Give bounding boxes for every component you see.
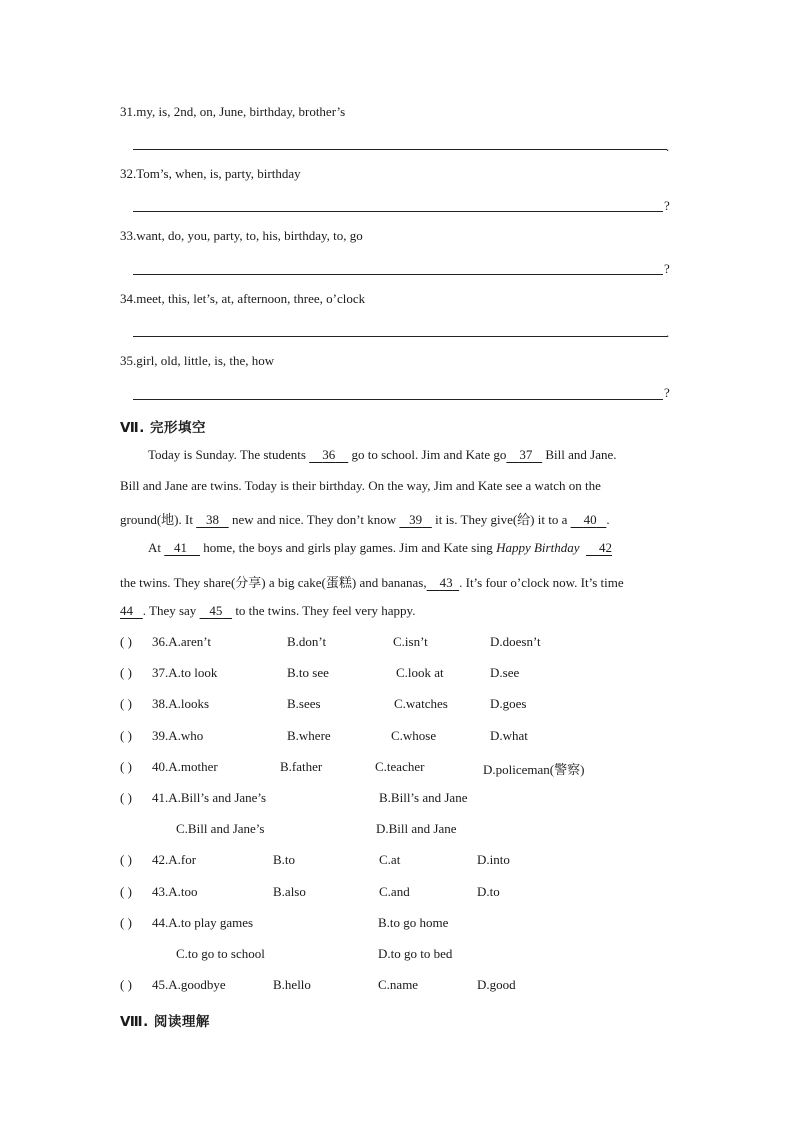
- answer-paren-42[interactable]: ( ): [120, 852, 132, 867]
- choice-45-d[interactable]: D.good: [477, 977, 516, 992]
- choice-43-a[interactable]: 43.A.too: [152, 884, 198, 899]
- choice-44-a[interactable]: 44.A.to play games: [152, 915, 254, 930]
- choice-40-d[interactable]: D.policeman(警察): [483, 762, 585, 777]
- choice-42-d[interactable]: D.into: [477, 852, 510, 867]
- choice-41-c[interactable]: C.Bill and Jane’s: [176, 821, 265, 836]
- choice-36-c[interactable]: C.isn’t: [393, 634, 428, 649]
- answer-paren-43[interactable]: ( ): [120, 884, 132, 899]
- choice-43-c[interactable]: C.and: [379, 884, 410, 899]
- choice-37-c[interactable]: C.look at: [396, 665, 444, 680]
- blank-36: 36: [322, 447, 336, 462]
- answer-paren-36[interactable]: ( ): [120, 634, 132, 649]
- choice-39-b[interactable]: B.where: [287, 728, 331, 743]
- answer-end-35: ?: [664, 385, 670, 400]
- blank-40: 40: [583, 512, 597, 527]
- answer-paren-44[interactable]: ( ): [120, 915, 132, 930]
- choice-45-a[interactable]: 45.A.goodbye: [152, 977, 226, 992]
- answer-line-32[interactable]: [133, 211, 663, 212]
- question-35: 35.girl, old, little, is, the, how: [120, 353, 275, 368]
- answer-paren-39[interactable]: ( ): [120, 728, 132, 743]
- choice-43-d[interactable]: D.to: [477, 884, 500, 899]
- choice-38-d[interactable]: D.goes: [490, 696, 527, 711]
- answer-end-32: ?: [664, 198, 670, 213]
- choice-43-b[interactable]: B.also: [273, 884, 306, 899]
- answer-end-31: .: [666, 139, 670, 154]
- choice-42-b[interactable]: B.to: [273, 852, 296, 867]
- question-34: 34.meet, this, let’s, at, afternoon, three, o’clock: [120, 291, 366, 306]
- choice-37-d[interactable]: D.see: [490, 665, 520, 680]
- blank-44: 44: [120, 603, 133, 618]
- choice-36-a[interactable]: 36.A.aren’t: [152, 634, 211, 649]
- choice-44-b[interactable]: B.to go home: [378, 915, 449, 930]
- choice-44-d[interactable]: D.to go to bed: [378, 946, 453, 961]
- choice-40-c[interactable]: C.teacher: [375, 759, 425, 774]
- answer-paren-37[interactable]: ( ): [120, 665, 132, 680]
- answer-line-35[interactable]: [133, 399, 663, 400]
- answer-line-34[interactable]: [133, 336, 667, 337]
- choice-45-b[interactable]: B.hello: [273, 977, 311, 992]
- passage-line-5: the twins. They share(分享) a big cake(蛋糕) and bananas, 43 . It’s four o’clock now. It’s time: [120, 575, 624, 590]
- question-32: 32.Tom’s, when, is, party, birthday: [120, 166, 301, 181]
- choice-40-b[interactable]: B.father: [280, 759, 323, 774]
- choice-38-c[interactable]: C.watches: [394, 696, 448, 711]
- blank-39: 39: [409, 512, 423, 527]
- choice-37-b[interactable]: B.to see: [287, 665, 329, 680]
- choice-41-a[interactable]: 41.A.Bill’s and Jane’s: [152, 790, 267, 805]
- choice-38-b[interactable]: B.sees: [287, 696, 321, 711]
- answer-end-33: ?: [664, 261, 670, 276]
- passage-line-4: At 41 home, the boys and girls play games. Jim and Kate sing Happy Birthday 42: [148, 540, 612, 555]
- choice-41-b[interactable]: B.Bill’s and Jane: [379, 790, 468, 805]
- choice-40-a[interactable]: 40.A.mother: [152, 759, 218, 774]
- blank-45: 45: [209, 603, 223, 618]
- question-33: 33.want, do, you, party, to, his, birthday, to, go: [120, 228, 363, 243]
- blank-37: 37: [519, 447, 533, 462]
- answer-line-31[interactable]: [133, 149, 667, 150]
- answer-paren-45[interactable]: ( ): [120, 977, 132, 992]
- choice-38-a[interactable]: 38.A.looks: [152, 696, 210, 711]
- choice-42-c[interactable]: C.at: [379, 852, 401, 867]
- blank-43: 43: [439, 575, 453, 590]
- choice-36-b[interactable]: B.don’t: [287, 634, 327, 649]
- song-title: Happy Birthday: [496, 540, 580, 555]
- choice-42-a[interactable]: 42.A.for: [152, 852, 197, 867]
- choice-39-a[interactable]: 39.A.who: [152, 728, 204, 743]
- answer-paren-38[interactable]: ( ): [120, 696, 132, 711]
- answer-paren-41[interactable]: ( ): [120, 790, 132, 805]
- choice-36-d[interactable]: D.doesn’t: [490, 634, 541, 649]
- blank-38: 38: [205, 512, 219, 527]
- section-title-reading: Ⅷ. 阅读理解: [120, 1014, 210, 1030]
- choice-44-c[interactable]: C.to go to school: [176, 946, 265, 961]
- passage-line-6: 44 . They say 45 to the twins. They feel very happy.: [120, 603, 416, 618]
- question-31: 31.my, is, 2nd, on, June, birthday, brother’s: [120, 104, 346, 119]
- choice-37-a[interactable]: 37.A.to look: [152, 665, 218, 680]
- passage-line-1: Today is Sunday. The students 36 go to school. Jim and Kate go 37 Bill and Jane.: [148, 447, 617, 462]
- blank-42: 42: [598, 540, 612, 555]
- answer-end-34: .: [666, 325, 670, 340]
- choice-39-c[interactable]: C.whose: [391, 728, 437, 743]
- choice-41-d[interactable]: D.Bill and Jane: [376, 821, 457, 836]
- blank-41: 41: [174, 540, 187, 555]
- passage-line-2: Bill and Jane are twins. Today is their birthday. On the way, Jim and Kate see a watch on the: [120, 478, 601, 493]
- choice-45-c[interactable]: C.name: [378, 977, 419, 992]
- answer-paren-40[interactable]: ( ): [120, 759, 132, 774]
- passage-line-3: ground(地). It 38 new and nice. They don’t know 39 it is. They give(给) it to a 40 .: [120, 512, 610, 527]
- section-title-cloze: Ⅶ. 完形填空: [120, 420, 207, 436]
- answer-line-33[interactable]: [133, 274, 663, 275]
- choice-39-d[interactable]: D.what: [490, 728, 528, 743]
